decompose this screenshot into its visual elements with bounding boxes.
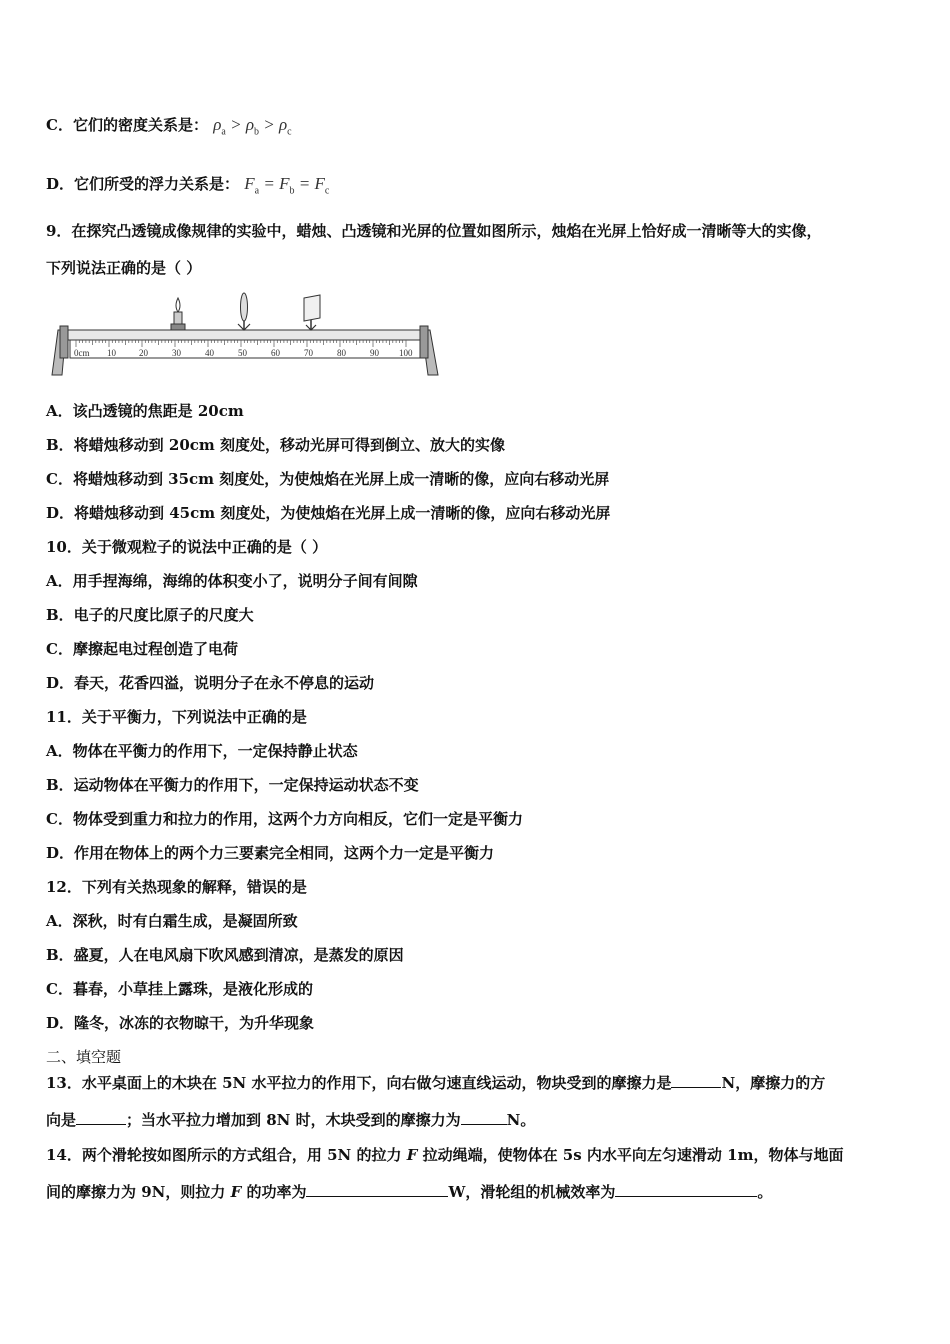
q11-option-d: D．作用在物体上的两个力三要素完全相同，这两个力一定是平衡力 <box>46 844 495 862</box>
q10-option-b: B．电子的尺度比原子的尺度大 <box>46 606 254 624</box>
q13-line2: 向是 ；当水平拉力增加到 8N 时，木块受到的摩擦力为 N。 <box>46 1111 536 1129</box>
bench-right-post <box>420 326 428 358</box>
q14-line2: 间的摩擦力为 9N，则拉力 F 的功率为 W，滑轮组的机械效率为 。 <box>46 1183 773 1201</box>
q9-stem-line2: 下列说法正确的是（ ） <box>46 259 202 277</box>
option-text: 它们所受的浮力关系是： <box>74 175 240 193</box>
q10-option-c: C．摩擦起电过程创造了电荷 <box>46 640 238 658</box>
q11-stem: 11．关于平衡力，下列说法中正确的是 <box>46 708 307 726</box>
tick-label-60: 60 <box>271 348 280 358</box>
q8-option-c <box>46 115 292 142</box>
q13-blank-3[interactable] <box>461 1110 507 1125</box>
tick-label-90: 90 <box>370 348 379 358</box>
option-text: 它们的密度关系是： <box>72 116 208 134</box>
q8-option-d <box>46 174 329 201</box>
q11-option-c: C．物体受到重力和拉力的作用，这两个力方向相反，它们一定是平衡力 <box>46 810 523 828</box>
q13-blank-2[interactable] <box>76 1110 126 1125</box>
bench-rail <box>62 330 428 340</box>
tick-label-100: 100 <box>399 348 413 358</box>
q14-line1: 14．两个滑轮按如图所示的方式组合，用 5N 的拉力 F 拉动绳端，使物体在 5s 内水平向左匀速滑动 1m，物体与地面 <box>46 1146 844 1164</box>
candle-flame <box>176 298 180 312</box>
q9-option-c: C．将蜡烛移动到 35cm 刻度处，为使烛焰在光屏上成一清晰的像，应向右移动光屏 <box>46 470 610 488</box>
density-relation: $\rho_a > \rho_b > \rho_c$ <box>213 115 292 138</box>
q14-blank-1[interactable] <box>306 1182 448 1197</box>
q12-option-a: A．深秋，时有白霜生成，是凝固所致 <box>46 912 298 930</box>
q12-stem: 12．下列有关热现象的解释，错误的是 <box>46 878 307 896</box>
q11-option-a: A．物体在平衡力的作用下，一定保持静止状态 <box>46 742 358 760</box>
q10-stem: 10．关于微观粒子的说法中正确的是（ ） <box>46 538 328 556</box>
optical-bench-figure <box>48 290 440 380</box>
convex-lens <box>238 293 250 330</box>
q9-option-d: D．将蜡烛移动到 45cm 刻度处，为使烛焰在光屏上成一清晰的像，应向右移动光屏 <box>46 504 611 522</box>
bench-left-post <box>60 326 68 358</box>
screen-panel <box>304 295 320 321</box>
q11-option-b: B．运动物体在平衡力的作用下，一定保持运动状态不变 <box>46 776 419 794</box>
q14-blank-2[interactable] <box>615 1182 757 1197</box>
option-label: D． <box>46 175 75 193</box>
q13-line1: 13．水平桌面上的木块在 5N 水平拉力的作用下，向右做匀速直线运动，物块受到的摩擦力是 N，摩擦力的方 <box>46 1074 826 1092</box>
candle <box>171 298 185 330</box>
tick-label-80: 80 <box>337 348 346 358</box>
tick-label-0: 0cm <box>74 348 90 358</box>
q13-blank-1[interactable] <box>671 1073 721 1088</box>
tick-label-50: 50 <box>238 348 247 358</box>
q12-option-b: B．盛夏，人在电风扇下吹风感到清凉，是蒸发的原因 <box>46 946 404 964</box>
candle-body <box>174 312 182 324</box>
tick-label-20: 20 <box>139 348 148 358</box>
lens-body <box>241 293 248 321</box>
q10-option-a: A．用手捏海绵，海绵的体积变小了，说明分子间有间隙 <box>46 572 418 590</box>
tick-label-70: 70 <box>304 348 313 358</box>
q12-option-d: D．隆冬，冰冻的衣物晾干，为升华现象 <box>46 1014 315 1032</box>
q10-option-d: D．春天，花香四溢，说明分子在永不停息的运动 <box>46 674 375 692</box>
tick-label-30: 30 <box>172 348 181 358</box>
q12-option-c: C．暮春，小草挂上露珠，是液化形成的 <box>46 980 313 998</box>
tick-label-10: 10 <box>107 348 116 358</box>
q9-option-a: A．该凸透镜的焦距是 20cm <box>46 402 244 420</box>
tick-label-40: 40 <box>205 348 214 358</box>
buoyancy-relation: $F_a = F_b = F_c$ <box>244 174 330 197</box>
q9-stem-line1: 9．在探究凸透镜成像规律的实验中，蜡烛、凸透镜和光屏的位置如图所示，烛焰在光屏上恰好成一清晰等大的实像， <box>46 222 822 240</box>
section-title: 二、填空题 <box>46 1048 122 1066</box>
option-label: C． <box>46 116 73 134</box>
light-screen <box>304 295 320 330</box>
q9-option-b: B．将蜡烛移动到 20cm 刻度处，移动光屏可得到倒立、放大的实像 <box>46 436 506 454</box>
candle-holder <box>171 324 185 330</box>
